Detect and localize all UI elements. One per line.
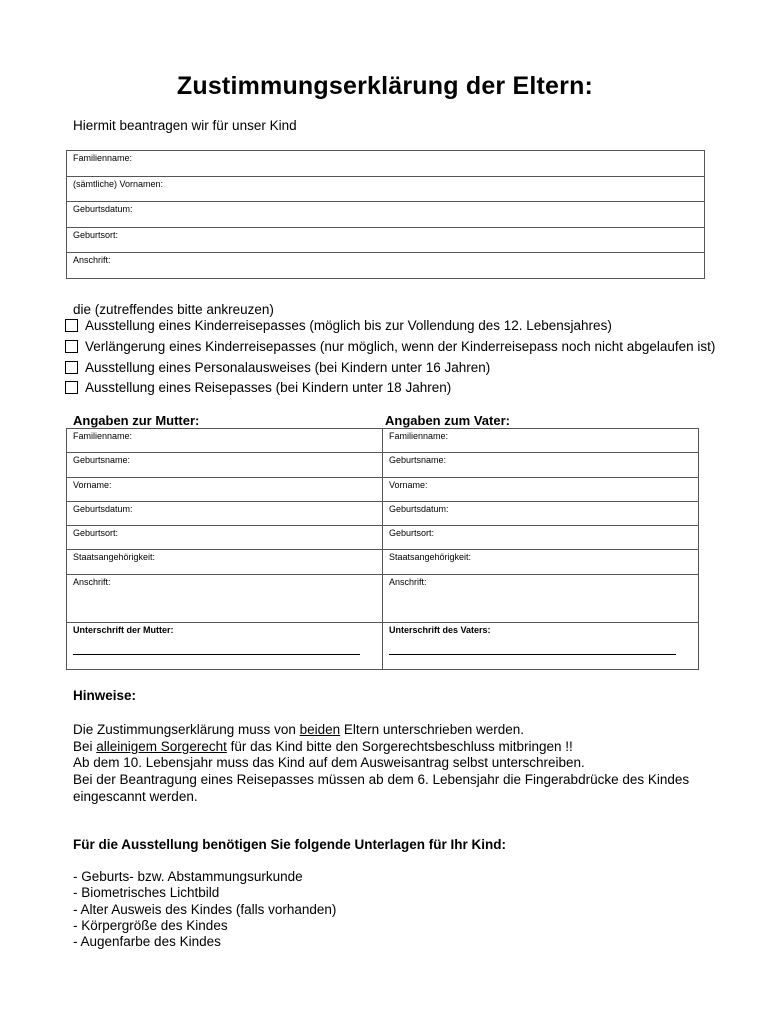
note-text: Eltern unterschrieben werden. <box>340 722 524 737</box>
intro-text: Hiermit beantragen wir für unser Kind <box>73 118 297 133</box>
mother-signature-label: Unterschrift der Mutter: <box>73 624 174 635</box>
mother-signature-line <box>73 654 360 655</box>
option-label: Ausstellung eines Reisepasses (bei Kindern unter 18 Jahren) <box>85 380 452 395</box>
checkbox[interactable] <box>65 319 78 332</box>
note-fingerprints-cont: eingescannt werden. <box>73 789 198 804</box>
mother-address-field[interactable]: Anschrift: <box>67 574 383 622</box>
child-birthdate-field[interactable]: Geburtsdatum: <box>67 202 705 228</box>
father-birthdate-field[interactable]: Geburtsdatum: <box>383 501 699 525</box>
note-fingerprints: Bei der Beantragung eines Reisepasses müssen ab dem 6. Lebensjahr die Fingerabdrücke des Kindes <box>73 772 690 787</box>
documents-heading: Für die Ausstellung benötigen Sie folgende Unterlagen für Ihr Kind: <box>73 837 507 852</box>
choose-instruction: die (zutreffendes bitte ankreuzen) <box>73 302 274 317</box>
child-surname-field[interactable]: Familienname: <box>67 151 705 177</box>
child-address-field[interactable]: Anschrift: <box>67 253 705 279</box>
note-text: Bei <box>73 739 97 754</box>
option-label: Ausstellung eines Kinderreisepasses (möglich bis zur Vollendung des 12. Lebensjahres) <box>85 318 612 333</box>
father-birthname-field[interactable]: Geburtsname: <box>383 453 699 477</box>
mother-surname-field[interactable]: Familienname: <box>67 429 383 453</box>
mother-birthdate-field[interactable]: Geburtsdatum: <box>67 501 383 525</box>
checkbox[interactable] <box>65 361 78 374</box>
page-title: Zustimmungserklärung der Eltern: <box>176 72 594 100</box>
document-item: - Biometrisches Lichtbild <box>73 885 220 900</box>
child-data-table <box>66 150 705 279</box>
father-firstname-field[interactable]: Vorname: <box>383 477 699 501</box>
document-item: - Augenfarbe des Kindes <box>73 934 221 949</box>
note-sole-custody <box>73 739 573 754</box>
document-item: - Körpergröße des Kindes <box>73 918 228 933</box>
mother-signature-field[interactable] <box>67 622 383 669</box>
checkbox[interactable] <box>65 340 78 353</box>
option-personalausweis[interactable] <box>65 360 490 375</box>
father-nationality-field[interactable]: Staatsangehörigkeit: <box>383 550 699 574</box>
option-label: Verlängerung eines Kinderreisepasses (nur möglich, wenn der Kinderreisepass noch nicht abgelaufen ist) <box>85 339 716 354</box>
mother-firstname-field[interactable]: Vorname: <box>67 477 383 501</box>
mother-birthplace-field[interactable]: Geburtsort: <box>67 526 383 550</box>
option-label: Ausstellung eines Personalausweises (bei Kindern unter 16 Jahren) <box>85 360 491 375</box>
child-birthplace-field[interactable]: Geburtsort: <box>67 227 705 253</box>
option-reisepass[interactable] <box>65 380 451 395</box>
option-kinderreisepass-new[interactable] <box>65 318 612 333</box>
note-text: Die Zustimmungserklärung muss von <box>73 722 300 737</box>
father-signature-label: Unterschrift des Vaters: <box>389 624 491 635</box>
option-kinderreisepass-extend[interactable] <box>65 339 715 354</box>
note-emphasis: alleinigem Sorgerecht <box>96 739 227 754</box>
document-item: - Alter Ausweis des Kindes (falls vorhanden) <box>73 902 337 917</box>
father-birthplace-field[interactable]: Geburtsort: <box>383 526 699 550</box>
note-text: für das Kind bitte den Sorgerechtsbeschluss mitbringen !! <box>226 739 573 754</box>
mother-birthname-field[interactable]: Geburtsname: <box>67 453 383 477</box>
father-heading: Angaben zum Vater: <box>385 413 510 428</box>
notes-heading: Hinweise: <box>73 688 137 703</box>
father-address-field[interactable]: Anschrift: <box>383 574 699 622</box>
father-signature-line <box>389 654 676 655</box>
child-firstnames-field[interactable]: (sämtliche) Vornamen: <box>67 176 705 202</box>
note-child-signature: Ab dem 10. Lebensjahr muss das Kind auf dem Ausweisantrag selbst unterschreiben. <box>73 755 585 770</box>
document-item: - Geburts- bzw. Abstammungsurkunde <box>73 869 303 884</box>
father-signature-field[interactable] <box>383 622 699 669</box>
parents-data-table <box>66 428 699 670</box>
father-surname-field[interactable]: Familienname: <box>383 429 699 453</box>
note-emphasis: beiden <box>299 722 341 737</box>
mother-nationality-field[interactable]: Staatsangehörigkeit: <box>67 550 383 574</box>
note-both-parents <box>73 722 524 737</box>
mother-heading: Angaben zur Mutter: <box>73 413 200 428</box>
checkbox[interactable] <box>65 381 78 394</box>
